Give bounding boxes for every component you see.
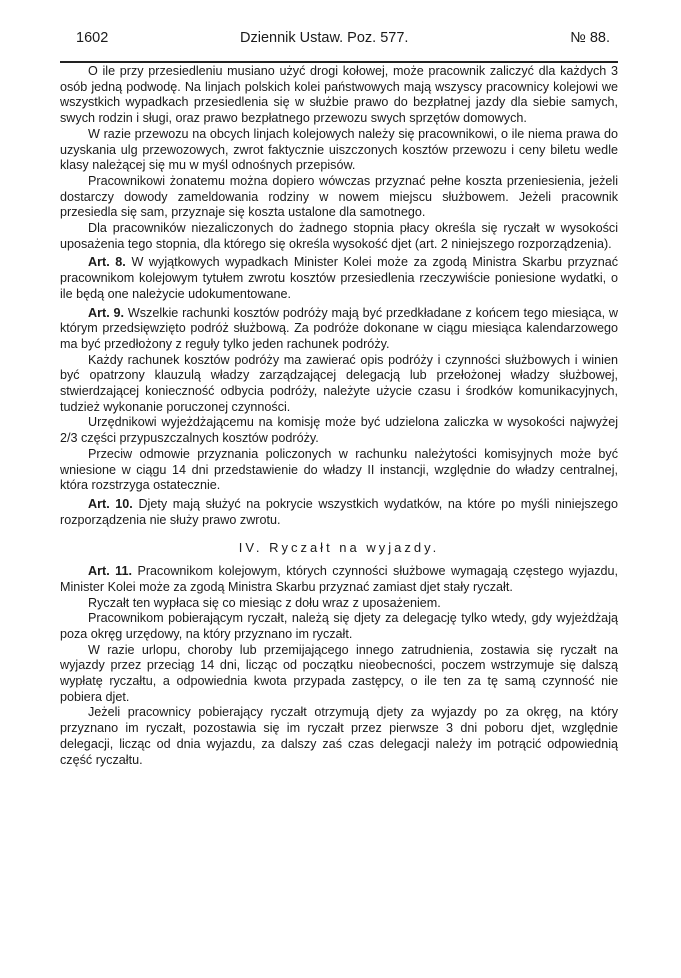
- paragraph: W razie przewozu na obcych linjach kolejowych należy się pracownikowi, o ile niema prawa do uzyskania ulg przewozowych, zwrot faktycznie uiszczonych kosztów przewozu i ceny biletu wedle klasy należącej się mu w myśl odnośnych przepisów.: [60, 126, 618, 173]
- paragraph: Ryczałt ten wypłaca się co miesiąc z dołu wraz z uposażeniem.: [88, 595, 441, 610]
- page-header: [58, 30, 610, 54]
- article-label: Art. 9.: [88, 305, 125, 320]
- article-10: Art. 10. Djety mają służyć na pokrycie wszystkich wydatków, na które po myśli niniejszego rozporządzenia nie służy prawo zwrotu.: [60, 496, 619, 527]
- article-11: Art. 11. Pracownikom kolejowym, których czynności służbowe wymagają częstego wyjazdu, Minister Kolei może za zgodą Ministra Skarbu przyznać zamiast djet stały ryczałt.: [60, 564, 619, 594]
- paragraph: W razie urlopu, choroby lub przemijającego innego zatrudnienia, zostawia się ryczałt na wyjazdy przez przeciąg 14 dni, licząc od początku nieobecności, poczem wstrzymuje się dalszą wypłatę ryczałtu, a odpowiednia kwota przypada zastępcy, o ile ten za tę samą czynność nie pobiera djet.: [60, 642, 618, 704]
- paragraph: Jeżeli pracownicy pobierający ryczałt otrzymują djety za wyjazdy po za okręg, na który przyznano im ryczałt, pozostawia się im ryczałt przez pierwsze 3 dni poboru djet, względnie delegacji, licząc od dnia wyjazdu, za dalszy zaś czas delegacji należy im potrącić odpowiednią część ryczałtu.: [60, 705, 618, 767]
- article-9: Art. 9. Wszelkie rachunki kosztów podróży mają być przedkładane z końcem tego miesiąca, w którym przedsięwzięto podróż służbową. Za podróże dokonane w ciągu miesiąca kalendarzowego ma być przedłożony z reguły tylko jeden rachunek podróży.: [60, 305, 618, 351]
- header-rule: [60, 61, 618, 63]
- paragraph: Przeciw odmowie przyznania policzonych w rachunku należytości komisyjnych może być wniesione w ciągu 14 dni przedstawienie do władzy II instancji, względnie do władzy centralnej, która rozstrzyga ostatecznie.: [60, 446, 618, 493]
- paragraph: Pracownikowi żonatemu można dopiero wówczas przyznać pełne koszta przeniesienia, jeżeli dostarczy dowody zameldowania rodziny w nowem miejscu służbowem. Jeżeli pracownik przesiedla się sam, przyznaje się koszta ustalone dla samotnego.: [60, 173, 618, 220]
- paragraph: Dla pracowników niezaliczonych do żadnego stopnia płacy określa się ryczałt w wysokości uposażenia tego stopnia, dla którego się określa wysokość djet (art. 2 niniejszego rozporządzenia).: [60, 221, 618, 251]
- paragraph: Pracownikom pobierającym ryczałt, należą się djety za delegację tylko wtedy, gdy wyjeżdżają poza okręg urzędowy, na który przyznano im ryczałt.: [60, 611, 618, 641]
- paragraph: Urzędnikowi wyjeżdżającemu na komisję może być udzielona zaliczka w wysokości najwyżej 2/3 części przypuszczalnych kosztów podróży.: [60, 415, 618, 446]
- article-label: Art. 10.: [88, 496, 133, 511]
- paragraph: Każdy rachunek kosztów podróży ma zawierać opis podróży i czynności służbowych i winien być opatrzony klauzulą władzy zarządzającej delegacją lub przełożonej władzy służbowej, stwierdzającej konieczność odbycia podróży, należyte użycie czasu i środków komunikacyjnych, tudzież wykonanie poruczonej czynności.: [60, 352, 618, 414]
- issue-number: № 88.: [570, 30, 610, 46]
- article-label: Art. 8.: [88, 255, 126, 270]
- article-label: Art. 11.: [88, 564, 132, 579]
- article-8: Art. 8. W wyjątkowych wypadkach Minister Kolei może za zgodą Ministra Skarbu przyznać pracownikom kolejowym tytułem zwrotu kosztów przesiedlenia rzeczywiście poniesione wydatki, o ile będą one należycie udokumentowane.: [60, 255, 619, 301]
- paragraph: O ile przy przesiedleniu musiano użyć drogi kołowej, może pracownik zaliczyć dla każdych 3 osób jedną podwodę. Na linjach polskich kolei państwowych mają wszyscy pracownicy kolejowi we wszystkich wypadkach przesiedlenia się w służbie prawo do bezpłatnej jazdy dla siebie samych, swych rodzin i sługi, oraz prawo bezpłatnego przewozu swych sprzętów domowych.: [60, 64, 618, 126]
- section-heading: IV. Ryczałt na wyjazdy.: [238, 540, 440, 556]
- page-number: 1602: [76, 30, 109, 46]
- document-body: [60, 64, 618, 768]
- journal-title: Dziennik Ustaw. Poz. 577.: [240, 30, 409, 46]
